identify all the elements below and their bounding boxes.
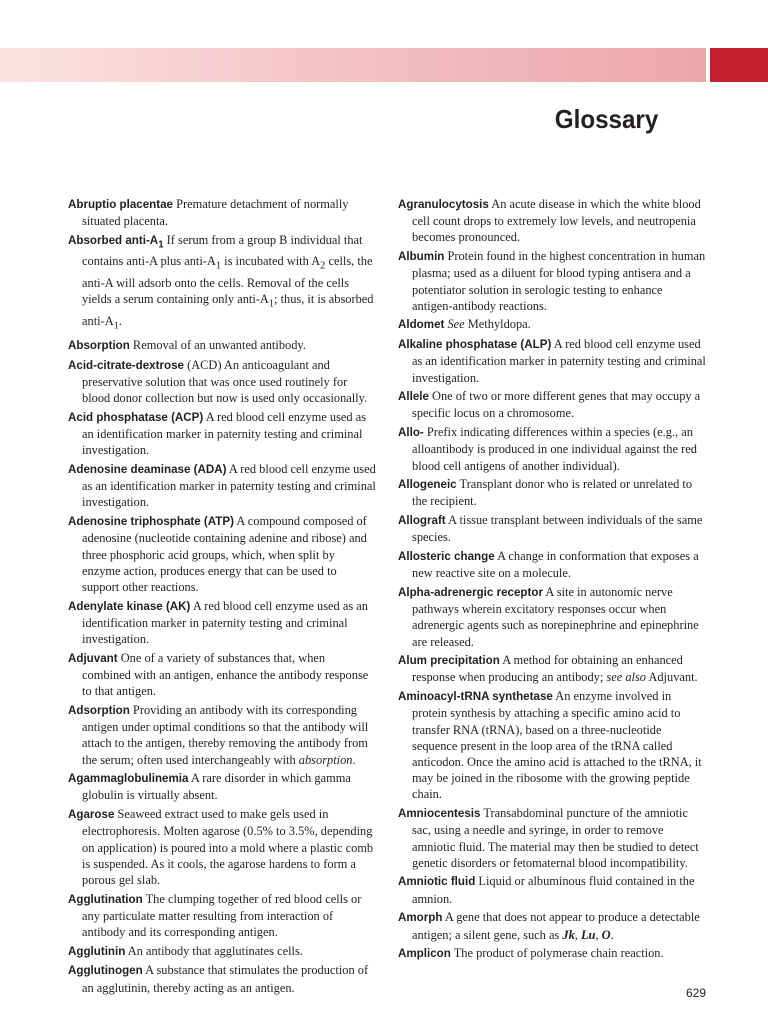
glossary-definition: Transplant donor who is related or unrelated to the recipient. (412, 477, 693, 509)
glossary-definition: A tissue transplant between individuals of the same species. (412, 513, 703, 545)
glossary-definition: Prefix indicating differences within a species (e.g., an alloantibody is produced in one individual against the red blood cell antigens of another individual). (412, 425, 697, 473)
glossary-entry (398, 873, 706, 906)
glossary-term: Abruptio placentae (68, 198, 174, 211)
glossary-entry (398, 196, 706, 246)
glossary-term: Aldomet (398, 318, 445, 332)
glossary-term: Agglutinogen (68, 964, 143, 978)
glossary-term: Absorbed anti-$A_1$ (68, 233, 164, 251)
glossary-term: Albumin (398, 250, 445, 264)
glossary-term: Adjuvant (68, 651, 118, 665)
glossary-term: Agammaglobulinemia (68, 772, 189, 786)
glossary-term: Allele (398, 390, 429, 404)
glossary-entry (68, 196, 376, 229)
glossary-entry (68, 357, 376, 407)
glossary-entry (68, 702, 376, 768)
glossary-definition: Liquid or albuminous fluid contained in the amnion. (412, 874, 695, 906)
glossary-definition: A change in conformation that exposes a new reactive site on a molecule. (412, 549, 699, 581)
glossary-term: Alpha-adrenergic receptor (398, 585, 543, 599)
glossary-entry (398, 945, 706, 962)
glossary-definition: An enzyme involved in protein synthesis by attaching a specific amino acid to transfer RNA (tRNA), based on a three-nucleotide sequence present in the loop area of the tRNA called anticodon. Once the amino acid is attached to the tRNA, it may be joined in the ribosome with the growing peptide chain. (412, 689, 702, 802)
glossary-definition: If serum from a group B individual that contains anti-A plus anti-$A_1$ is incubated with $A_2$ cells, the anti-A will adsorb onto the cells. Removal of the cells yields a serum containing only anti-$A_1$; thus, it is absorbed anti-$A_1$. (82, 232, 374, 332)
glossary-definition: Transabdominal puncture of the amniotic sac, using a needle and syringe, in order to remove amniotic fluid. The material may then be studied to detect genetic disorders or fetomaternal blood incompatibility. (412, 806, 699, 870)
glossary-entry (398, 336, 706, 386)
glossary-definition: An antibody that agglutinates cells. (125, 943, 303, 958)
glossary-term: Acid-citrate-dextrose (68, 358, 184, 372)
glossary-term: Adenosine triphosphate (ATP) (68, 515, 234, 529)
glossary-term: Agranulocytosis (398, 198, 489, 211)
glossary-term: Agglutinin (68, 944, 126, 958)
glossary-term: Aminoacyl-tRNA synthetase (398, 690, 553, 704)
glossary-term: Agglutination (68, 892, 143, 906)
glossary-term: Adsorption (68, 703, 130, 717)
glossary-definition: A method for obtaining an enhanced response when producing an antibody; see also Adjuvant. (412, 653, 698, 685)
glossary-entry (68, 943, 376, 960)
glossary-definition: A red blood cell enzyme used as an identification marker in paternity testing and criminal investigation. (82, 462, 376, 510)
glossary-entry (68, 337, 376, 354)
glossary-term: Alkaline phosphatase (ALP) (398, 338, 552, 352)
glossary-entry (398, 316, 706, 333)
glossary-entry (398, 548, 706, 581)
glossary-entry (68, 650, 376, 700)
glossary-definition: One of a variety of substances that, when combined with an antigen, enhance the antibody response to that antigen. (82, 650, 369, 699)
glossary-definition: The clumping together of red blood cells or any particulate matter resulting from interaction of antibody and its corresponding antigen. (82, 891, 362, 940)
glossary-entry (398, 584, 706, 650)
glossary-entry (398, 424, 706, 474)
glossary-term: Amniotic fluid (398, 875, 476, 889)
glossary-entry (68, 513, 376, 595)
glossary-definition: (ACD) An anticoagulant and preservative solution that was once used routinely for blood donor collection but now is used only occasionally. (82, 357, 368, 406)
glossary-entry (398, 909, 706, 942)
glossary-entry (68, 962, 376, 995)
glossary-definition: A site in autonomic nerve pathways wherein excitatory responses occur when adrenergic agents such as norepinephrine and epinephrine are released. (412, 584, 699, 649)
glossary-entry (398, 652, 706, 685)
glossary-entry (68, 770, 376, 803)
glossary-entry (68, 232, 376, 335)
glossary-entry (398, 805, 706, 871)
glossary-term: Amorph (398, 911, 443, 925)
glossary-definition: Removal of an unwanted antibody. (129, 338, 306, 353)
glossary-entry (398, 248, 706, 314)
glossary-definition: A red blood cell enzyme used as an identification marker in paternity testing and criminal investigation. (82, 598, 368, 647)
glossary-definition: Seaweed extract used to make gels used in electrophoresis. Molten agarose (0.5% to 3.5%, depending on application) is poured into a mold where a plastic comb is suspended. As it cools, the agarose hardens to form a porous gel slab. (82, 807, 374, 887)
glossary-term: Agarose (68, 808, 115, 822)
glossary-definition: Protein found in the highest concentration in human plasma; used as a diluent for blood typing antisera and a potentiator solution in serologic testing to enhance antigen-antibody reactions. (412, 249, 706, 313)
glossary-term: Alum precipitation (398, 654, 500, 668)
glossary-entry (398, 512, 706, 545)
header-band (0, 48, 768, 82)
glossary-definition: Premature detachment of normally situated placenta. (82, 197, 349, 229)
glossary-term: Amplicon (398, 947, 451, 961)
glossary-term: Acid phosphatase (ACP) (68, 410, 204, 424)
glossary-term: Adenosine deaminase (ADA) (68, 463, 227, 477)
glossary-definition: The product of polymerase chain reaction. (450, 946, 664, 961)
page-number: 629 (686, 986, 707, 1000)
glossary-term: Allo- (398, 426, 424, 440)
glossary-definition: See Methyldopa. (447, 317, 531, 332)
glossary-entry (68, 598, 376, 648)
glossary-definition: A compound composed of adenosine (nucleotide containing adenine and ribose) and three phosphoric acid groups, which, when split by enzyme action, produces energy that can be used to support other reactions. (82, 514, 367, 594)
glossary-term: Amniocentesis (398, 807, 481, 821)
page-title: Glossary (554, 104, 658, 134)
glossary-entry (398, 476, 706, 509)
glossary-term: Absorption (68, 339, 130, 353)
glossary-definition: A substance that stimulates the production of an agglutinin, thereby acting as an antigen. (82, 963, 369, 995)
glossary-entry (68, 461, 376, 511)
glossary-term: Allograft (398, 514, 446, 528)
glossary-definition: A rare disorder in which gamma globulin is virtually absent. (82, 771, 351, 803)
glossary-entry (68, 409, 376, 459)
glossary-entry (398, 688, 706, 802)
glossary-definition: One of two or more different genes that may occupy a specific locus on a chromosome. (412, 389, 701, 421)
glossary-definition: Providing an antibody with its corresponding antigen under optimal conditions so that the antibody will attach to the antigen, thereby removing the antibody from the serum; often used interchangeably with absorption. (82, 702, 369, 767)
glossary-entry (68, 806, 376, 888)
glossary-term: Allosteric change (398, 550, 495, 564)
glossary-column-left (68, 196, 376, 998)
header-accent-block (710, 48, 768, 82)
glossary-column-right (398, 196, 706, 965)
glossary-definition: A red blood cell enzyme used as an identification marker in paternity testing and criminal investigation. (412, 337, 706, 385)
glossary-entry (68, 891, 376, 941)
glossary-definition: An acute disease in which the white blood cell count drops to extremely low levels, and neutropenia becomes pronounced. (412, 197, 701, 245)
glossary-entry (398, 388, 706, 421)
glossary-term: Adenylate kinase (AK) (68, 599, 191, 613)
glossary-definition: A red blood cell enzyme used as an identification marker in paternity testing and criminal investigation. (82, 409, 367, 458)
glossary-term: Allogeneic (398, 478, 457, 492)
glossary-definition: A gene that does not appear to produce a detectable antigen; a silent gene, such as Jk, Lu, O. (412, 910, 700, 942)
